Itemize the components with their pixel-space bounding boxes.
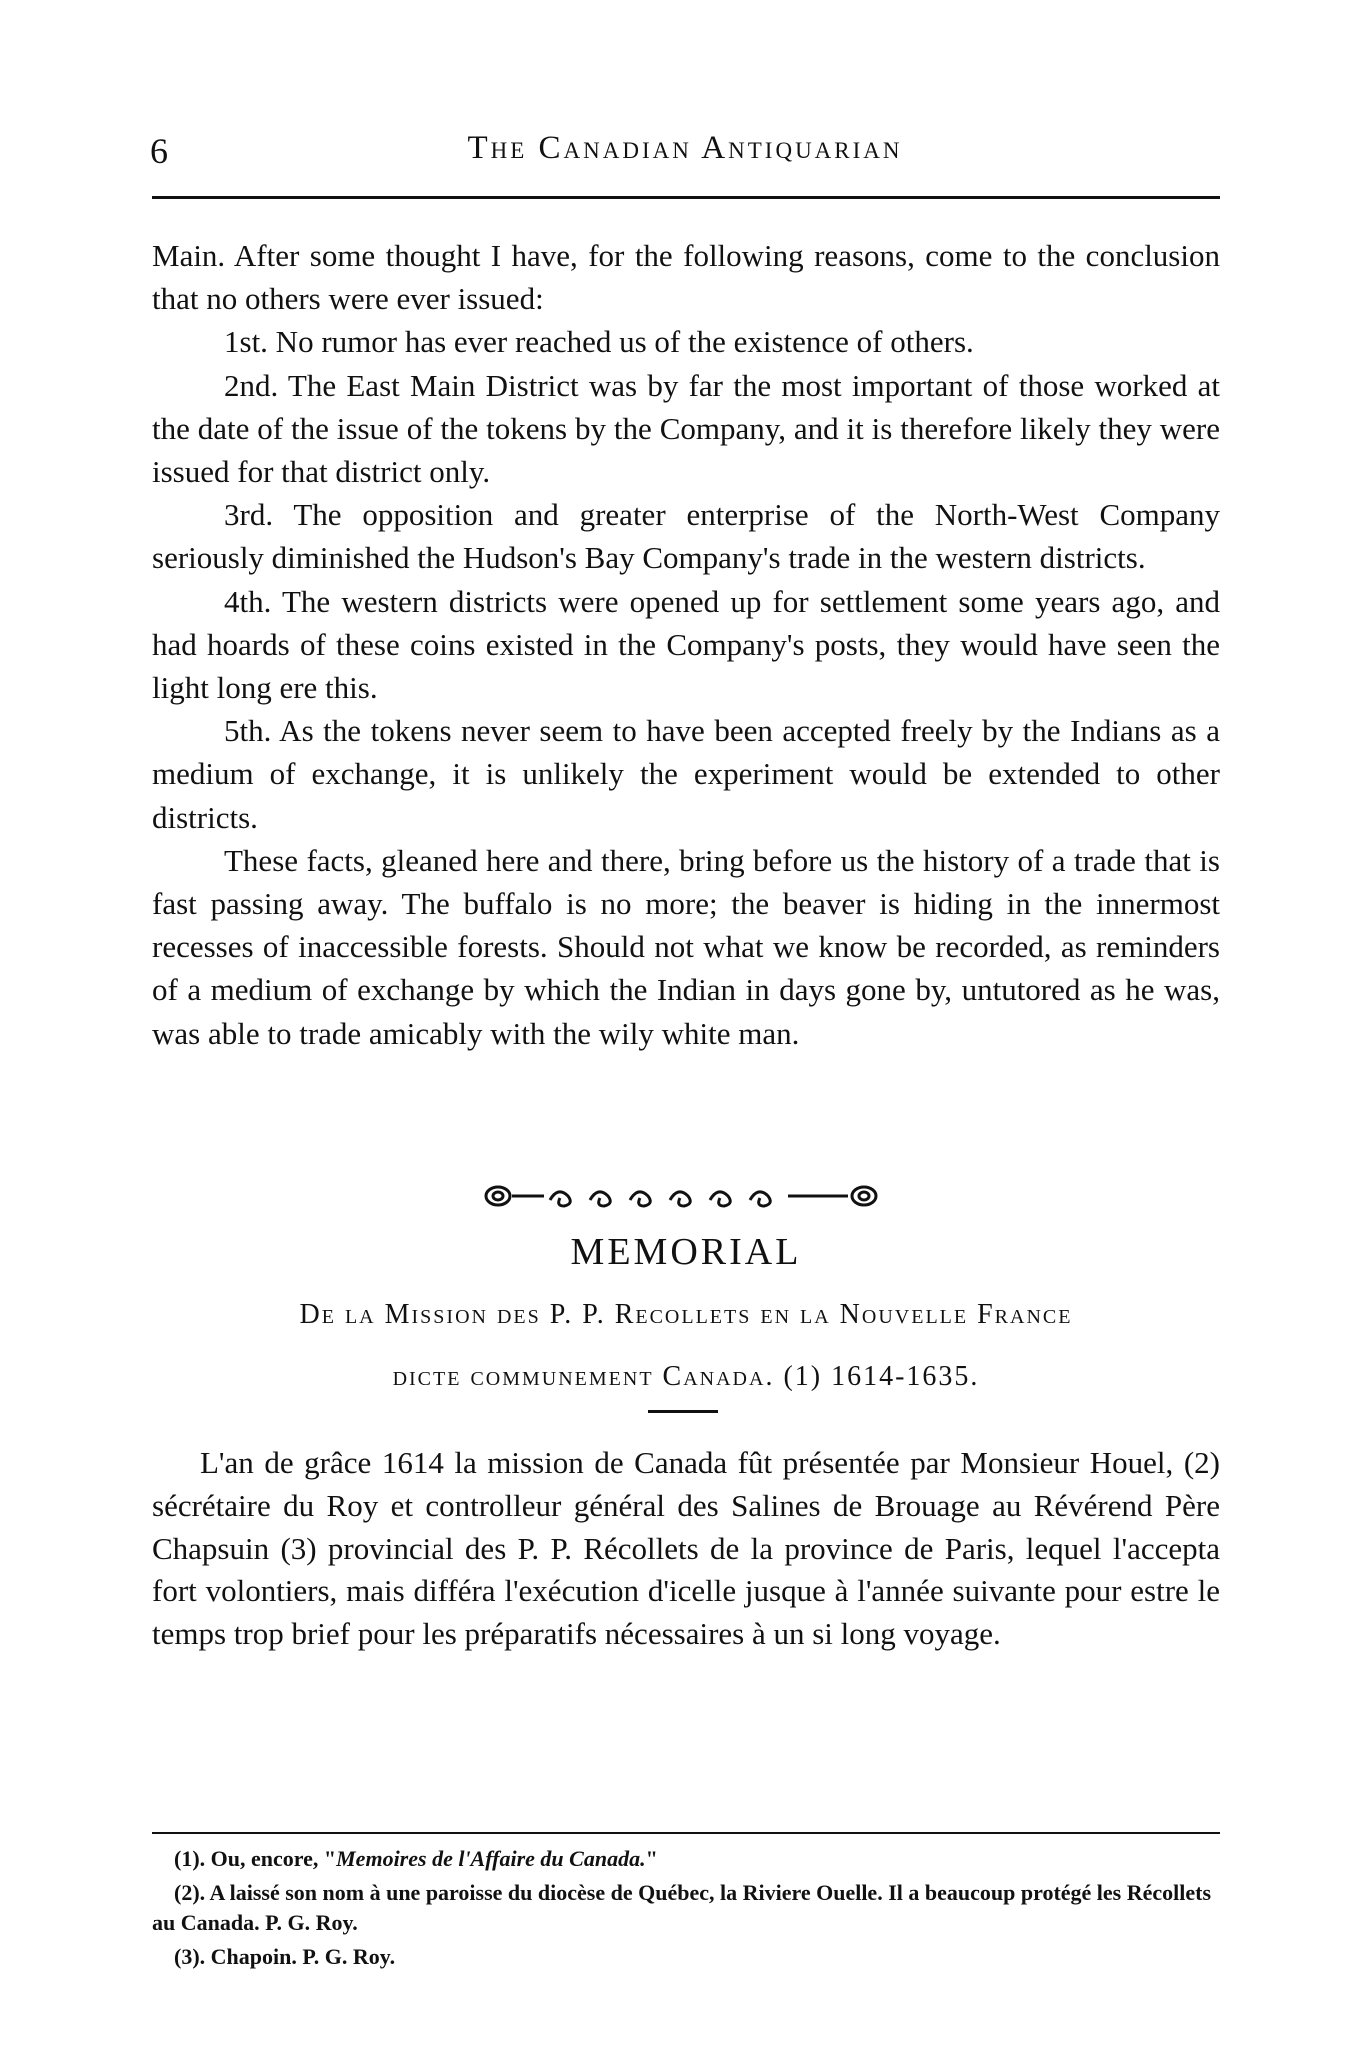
header-rule	[152, 196, 1220, 199]
paragraph-reason-3: 3rd. The opposition and greater enterprise of the North-West Company seriously diminished the Hudson's Bay Company's trade in the western districts.	[152, 497, 1220, 576]
memorial-subtitle-line-2: dicte communement Canada. (1) 1614-1635.	[392, 1361, 980, 1392]
memorial-paragraph: L'an de grâce 1614 la mission de Canada fût présentée par Monsieur Houel, (2) sécrétaire du Roy et controlleur général des Salines de Brouage au Révérend Père Chapsuin (3) provincial des P. P. Récollets de la province de Paris, lequel l'accepta fort volontiers, mais différa l'exécution d'icelle jusque à l'année suivante pour estre le temps trop brief pour les préparatifs nécessaires à un si long voyage.	[152, 1445, 1220, 1652]
journal-title: The Canadian Antiquarian	[467, 130, 903, 166]
footnote-1-title: Memoires de l'Affaire du Canada.	[336, 1846, 646, 1871]
paragraph-closing: These facts, gleaned here and there, bring before us the history of a trade that is fast passing away. The buffalo is no more; the beaver is hiding in the innermost recesses of inaccessible forests. Should not what we know be recorded, as reminders of a medium of exchange by which the Indian in days gone by, untutored as he was, was able to trade amicably with the wily white man.	[152, 842, 1220, 1051]
paragraph-reason-4: 4th. The western districts were opened up for settlement some years ago, and had hoards of these coins existed in the Company's posts, they would have seen the light long ere this.	[152, 583, 1220, 706]
article-body	[152, 234, 1220, 1055]
footnote-rule	[152, 1832, 1220, 1834]
paragraph-reason-2: 2nd. The East Main District was by far the most important of those worked at the date of the issue of the tokens by the Company, and it is therefore likely they were issued for that district only.	[152, 367, 1220, 490]
memorial-title: MEMORIAL	[570, 1231, 802, 1273]
paragraph-reason-1: 1st. No rumor has ever reached us of the existence of others.	[224, 324, 974, 360]
running-head	[150, 130, 1220, 180]
footnotes	[152, 1844, 1220, 1976]
decorative-scroll-ornament-icon	[482, 1178, 882, 1214]
paragraph-reason-5: 5th. As the tokens never seem to have been accepted freely by the Indians as a medium of exchange, it is unlikely the experiment would be extended to other districts.	[152, 713, 1220, 835]
footnote-2: (2). A laissé son nom à une paroisse du diocèse de Québec, la Riviere Ouelle. Il a beaucoup protégé les Récollets au Canada. P. G. Roy.	[152, 1880, 1212, 1935]
memorial-heading	[152, 1222, 1220, 1406]
paragraph-conclusion: Main. After some thought I have, for the following reasons, come to the conclusion that no others were ever issued:	[152, 238, 1220, 317]
section-rule	[648, 1410, 718, 1413]
footnote-1: (1). Ou, encore, "Memoires de l'Affaire du Canada."	[174, 1846, 658, 1871]
page-number: 6	[150, 131, 168, 171]
memorial-body	[152, 1442, 1220, 1656]
footnote-3: (3). Chapoin. P. G. Roy.	[174, 1944, 396, 1969]
memorial-subtitle-line-1: De la Mission des P. P. Recollets en la Nouvelle France	[299, 1299, 1073, 1330]
